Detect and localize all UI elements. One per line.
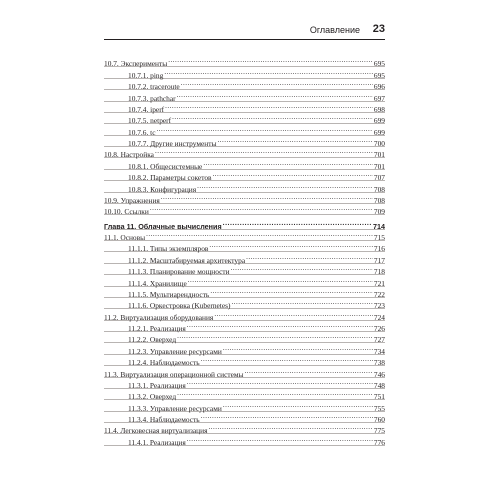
dot-leader [150,204,373,214]
toc-entry-page: 755 [373,403,385,413]
toc-entry-label: 11.1.2. Масштабируемая архитектура [128,255,246,265]
toc-chapter-entry[interactable] [104,218,385,231]
toc-entry-page: 700 [373,139,385,148]
toc-entry-label: 11.3.3. Управление ресурсами [128,403,222,413]
toc-block-chapter-11 [104,230,385,446]
toc-entry-page: 776 [373,437,385,447]
toc-entry-page: 695 [373,70,385,80]
dot-leader [231,298,372,308]
dot-leader [187,434,373,444]
toc-entry-page: 699 [373,127,385,137]
dot-leader [213,170,373,180]
toc-entry-page: 751 [373,392,385,402]
toc-entry-label: 11.1. Основы [104,233,146,242]
toc-entry-page: 775 [373,426,385,436]
page-number: 23 [372,23,385,35]
dot-leader [210,287,373,297]
toc-entry-label: 11.1.3. Планирование мощности [128,267,230,277]
dot-leader [164,67,373,77]
toc-entry-page: 708 [373,184,385,194]
dot-leader [208,423,372,433]
toc-entry-page: 709 [373,207,385,217]
toc-entry-label: 10.8.3. Конфигурация [128,184,197,194]
dot-leader [201,355,373,365]
dot-leader [209,241,372,251]
dot-leader [245,366,373,376]
toc-entry-label: 10.7.5. netperf [128,116,172,126]
running-header [104,24,385,40]
dot-leader [157,124,373,134]
toc-entry-page: 723 [373,301,385,311]
dot-leader [187,378,373,388]
toc-entry-page: 716 [373,244,385,254]
toc-entry-label: 11.1.6. Оркестровка (Kubernetes) [128,301,231,311]
dot-leader [223,343,373,353]
toc-entry-label: 11.3. Виртуализация операционной системы [104,369,244,379]
toc-entry-label: 11.2.3. Управление ресурсами [128,346,222,356]
toc-entry-label: 11.2.4. Наблюдаемость [128,358,200,368]
toc-entry-label: 11.4. Легковесная виртуализация [104,426,208,436]
toc-entry-page: 724 [373,312,385,322]
toc-entry-label: 10.7.4. iperf [128,104,165,114]
table-of-contents [104,56,385,446]
toc-entry-page: 722 [373,289,385,299]
toc-entry-page: 717 [373,255,385,265]
toc-entry-label: 10.7.2. traceroute [128,82,180,92]
toc-entry-page: 734 [373,346,385,356]
dot-leader [223,218,372,228]
toc-entry-label: 10.8. Настройка [104,150,154,160]
toc-entry-label: 10.7.7. Другие инструменты [128,139,217,148]
toc-entry-label: 11.1.5. Мультиарендность [128,289,210,299]
toc-entry-page: 695 [373,59,385,69]
dot-leader [201,412,373,422]
toc-entry[interactable] [104,230,385,240]
toc-entry-page: 727 [373,335,385,345]
toc-entry-label: 10.7. Эксперименты [104,59,168,69]
toc-block-chapter-10 [104,56,385,215]
dot-leader [217,136,372,146]
toc-entry-page: 699 [373,116,385,126]
toc-entry-page: 748 [373,380,385,390]
toc-entry-page: 726 [373,324,385,333]
toc-entry-page: 738 [373,358,385,368]
dot-leader [177,90,373,100]
toc-entry-label: 11.2.1. Реализация [128,324,186,333]
dot-leader [181,79,373,89]
dot-leader [214,309,373,319]
dot-leader [155,147,373,157]
dot-leader [172,113,373,123]
toc-entry[interactable] [104,241,385,254]
toc-entry-page: 714 [373,221,385,231]
dot-leader [146,230,373,240]
dot-leader [246,252,373,262]
dot-leader [177,332,373,342]
toc-entry-label: Глава 11. Облачные вычисления [104,221,222,231]
toc-entry-label: 10.8.2. Параметры сокетов [128,173,212,183]
toc-entry-label: 11.2.2. Оверхед [128,335,177,345]
dot-leader [203,158,373,168]
dot-leader [231,264,373,274]
dot-leader [223,400,373,410]
toc-entry-page: 701 [373,161,385,171]
toc-entry-page: 760 [373,415,385,424]
toc-entry-page: 718 [373,267,385,277]
toc-entry-label: 11.3.4. Наблюдаемость [128,415,200,424]
toc-entry-page: 701 [373,150,385,160]
section-title: Оглавление [309,25,360,35]
toc-entry-label: 10.8.1. Общесистемные [128,161,203,171]
toc-entry-label: 11.1.4. Хранилище [128,278,187,288]
toc-entry-label: 11.3.2. Оверхед [128,392,177,402]
toc-entry-page: 721 [373,278,385,288]
dot-leader [168,56,373,66]
toc-entry-page: 698 [373,104,385,114]
toc-entry-label: 11.3.1. Реализация [128,380,186,390]
dot-leader [187,321,373,331]
toc-entry-label: 11.1.1. Типы экземпляров [128,244,209,254]
toc-entry[interactable] [104,56,385,69]
toc-entry-page: 746 [373,369,385,379]
dot-leader [161,193,373,203]
dot-leader [197,181,373,191]
toc-entry-label: 10.10. Ссылки [104,207,149,217]
toc-entry-label: 11.2. Виртуализация оборудования [104,312,214,322]
toc-entry-label: 10.7.1. ping [128,70,164,80]
toc-entry-page: 707 [373,173,385,183]
toc-entry-page: 715 [373,233,385,242]
toc-entry-page: 708 [373,195,385,205]
toc-entry-label: 10.9. Упражнения [104,195,160,205]
toc-entry-label: 11.4.1. Реализация [128,437,186,447]
dot-leader [188,275,373,285]
toc-entry-label: 10.7.6. tc [128,127,156,137]
dot-leader [177,389,373,399]
dot-leader [165,102,373,112]
toc-entry-page: 697 [373,93,385,103]
toc-entry-label: 10.7.3. pathchar [128,93,176,103]
toc-entry-page: 696 [373,82,385,92]
